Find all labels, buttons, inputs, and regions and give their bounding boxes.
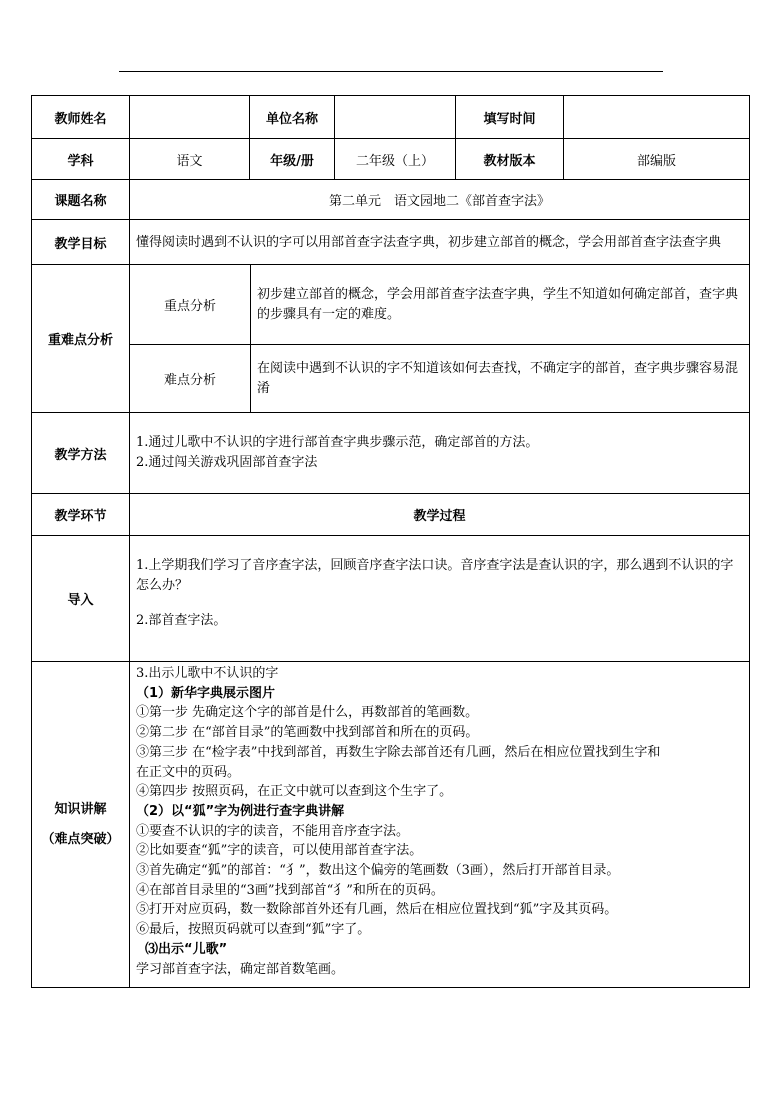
intro-line: 2.部首查字法。	[136, 613, 227, 628]
textbook-value: 部编版	[564, 139, 749, 180]
key-analysis-label: 重点分析	[130, 265, 251, 345]
difficult-analysis-label: 难点分析	[130, 345, 251, 413]
teaching-goal-label: 教学目标	[32, 220, 130, 265]
knowledge-heading: ⑶出示“儿歌”	[136, 941, 228, 957]
knowledge-label: 知识讲解	[54, 801, 107, 817]
knowledge-heading: （2）以“狐”字为例进行查字典讲解	[136, 803, 345, 819]
knowledge-line: 在正文中的页码。	[136, 764, 241, 780]
knowledge-line: ⑤打开对应页码，数一数除部首外还有几画，然后在相应位置找到“狐”字及其页码。	[136, 902, 618, 918]
key-difficult-label: 重难点分析	[32, 265, 130, 413]
method-label: 教学方法	[32, 413, 130, 494]
knowledge-sub-label: （难点突破）	[41, 831, 120, 847]
knowledge-line: ③首先确定“狐”的部首：“犭”，数出这个偏旁的笔画数（3画），然后打开部首目录。	[136, 863, 620, 879]
knowledge-content	[130, 662, 749, 987]
textbook-label: 教材版本	[456, 139, 564, 180]
subject-value: 语文	[130, 139, 250, 180]
knowledge-line: 3.出示儿歌中不认识的字	[136, 666, 279, 681]
subject-label: 学科	[32, 139, 130, 180]
fill-time-label: 填写时间	[456, 96, 564, 139]
knowledge-line: ②比如要查“狐”字的读音，可以使用部首查字法。	[136, 843, 423, 859]
grade-value: 二年级（上）	[335, 139, 456, 180]
teaching-goal-value: 懂得阅读时遇到不认识的字可以用部首查字法查字典，初步建立部首的概念，学会用部首查字法查字典	[130, 220, 749, 265]
knowledge-line: ④第四步 按照页码，在正文中就可以查到这个生字了。	[136, 784, 453, 800]
knowledge-line: ①第一步 先确定这个字的部首是什么，再数部首的笔画数。	[136, 705, 479, 721]
stage-label: 教学环节	[32, 494, 130, 536]
intro-label: 导入	[32, 536, 130, 662]
method-content	[130, 413, 749, 494]
knowledge-line: ⑥最后，按照页码就可以查到“狐”字了。	[136, 922, 371, 938]
unit-name-label: 单位名称	[250, 96, 335, 139]
knowledge-line: ④在部首目录里的“3画”找到部首“犭”和所在的页码。	[136, 882, 444, 898]
lesson-plan-table	[31, 95, 750, 988]
knowledge-line: 学习部首查字法，确定部首数笔画。	[136, 961, 345, 977]
lesson-title-value: 第二单元 语文园地二《部首查字法》	[130, 180, 749, 220]
method-line: 2.通过闯关游戏巩固部首查字法	[136, 455, 318, 470]
unit-name-value	[335, 96, 456, 139]
difficult-analysis-value: 在阅读中遇到不认识的字不知道该如何去查找，不确定字的部首，查字典步骤容易混淆	[251, 345, 749, 413]
process-label: 教学过程	[130, 494, 749, 536]
knowledge-line: ③第三步 在“检字表”中找到部首，再数生字除去部首还有几画，然后在相应位置找到生字和	[136, 744, 661, 760]
grade-label: 年级/册	[250, 139, 335, 180]
method-line: 1.通过儿歌中不认识的字进行部首查字典步骤示范，确定部首的方法。	[136, 435, 539, 450]
knowledge-heading: （1）新华字典展示图片	[136, 685, 276, 701]
header-rule	[119, 71, 663, 72]
teacher-name-value	[130, 96, 250, 139]
fill-time-value	[564, 96, 749, 139]
intro-content	[130, 536, 749, 662]
knowledge-line: ①要查不认识的字的读音，不能用音序查字法。	[136, 823, 410, 839]
teacher-name-label: 教师姓名	[32, 96, 130, 139]
lesson-title-label: 课题名称	[32, 180, 130, 220]
knowledge-line: ②第二步 在“部首目录”的笔画数中找到部首和所在的页码。	[136, 725, 479, 741]
key-analysis-value: 初步建立部首的概念，学会用部首查字法查字典，学生不知道如何确定部首，查字典的步骤具有一定的难度。	[251, 265, 749, 345]
knowledge-label-cell	[32, 662, 130, 987]
intro-line: 1.上学期我们学习了音序查字法，回顾音序查字法口诀。音序查字法是查认识的字，那么遇到不认识的字怎么办？	[136, 558, 734, 593]
